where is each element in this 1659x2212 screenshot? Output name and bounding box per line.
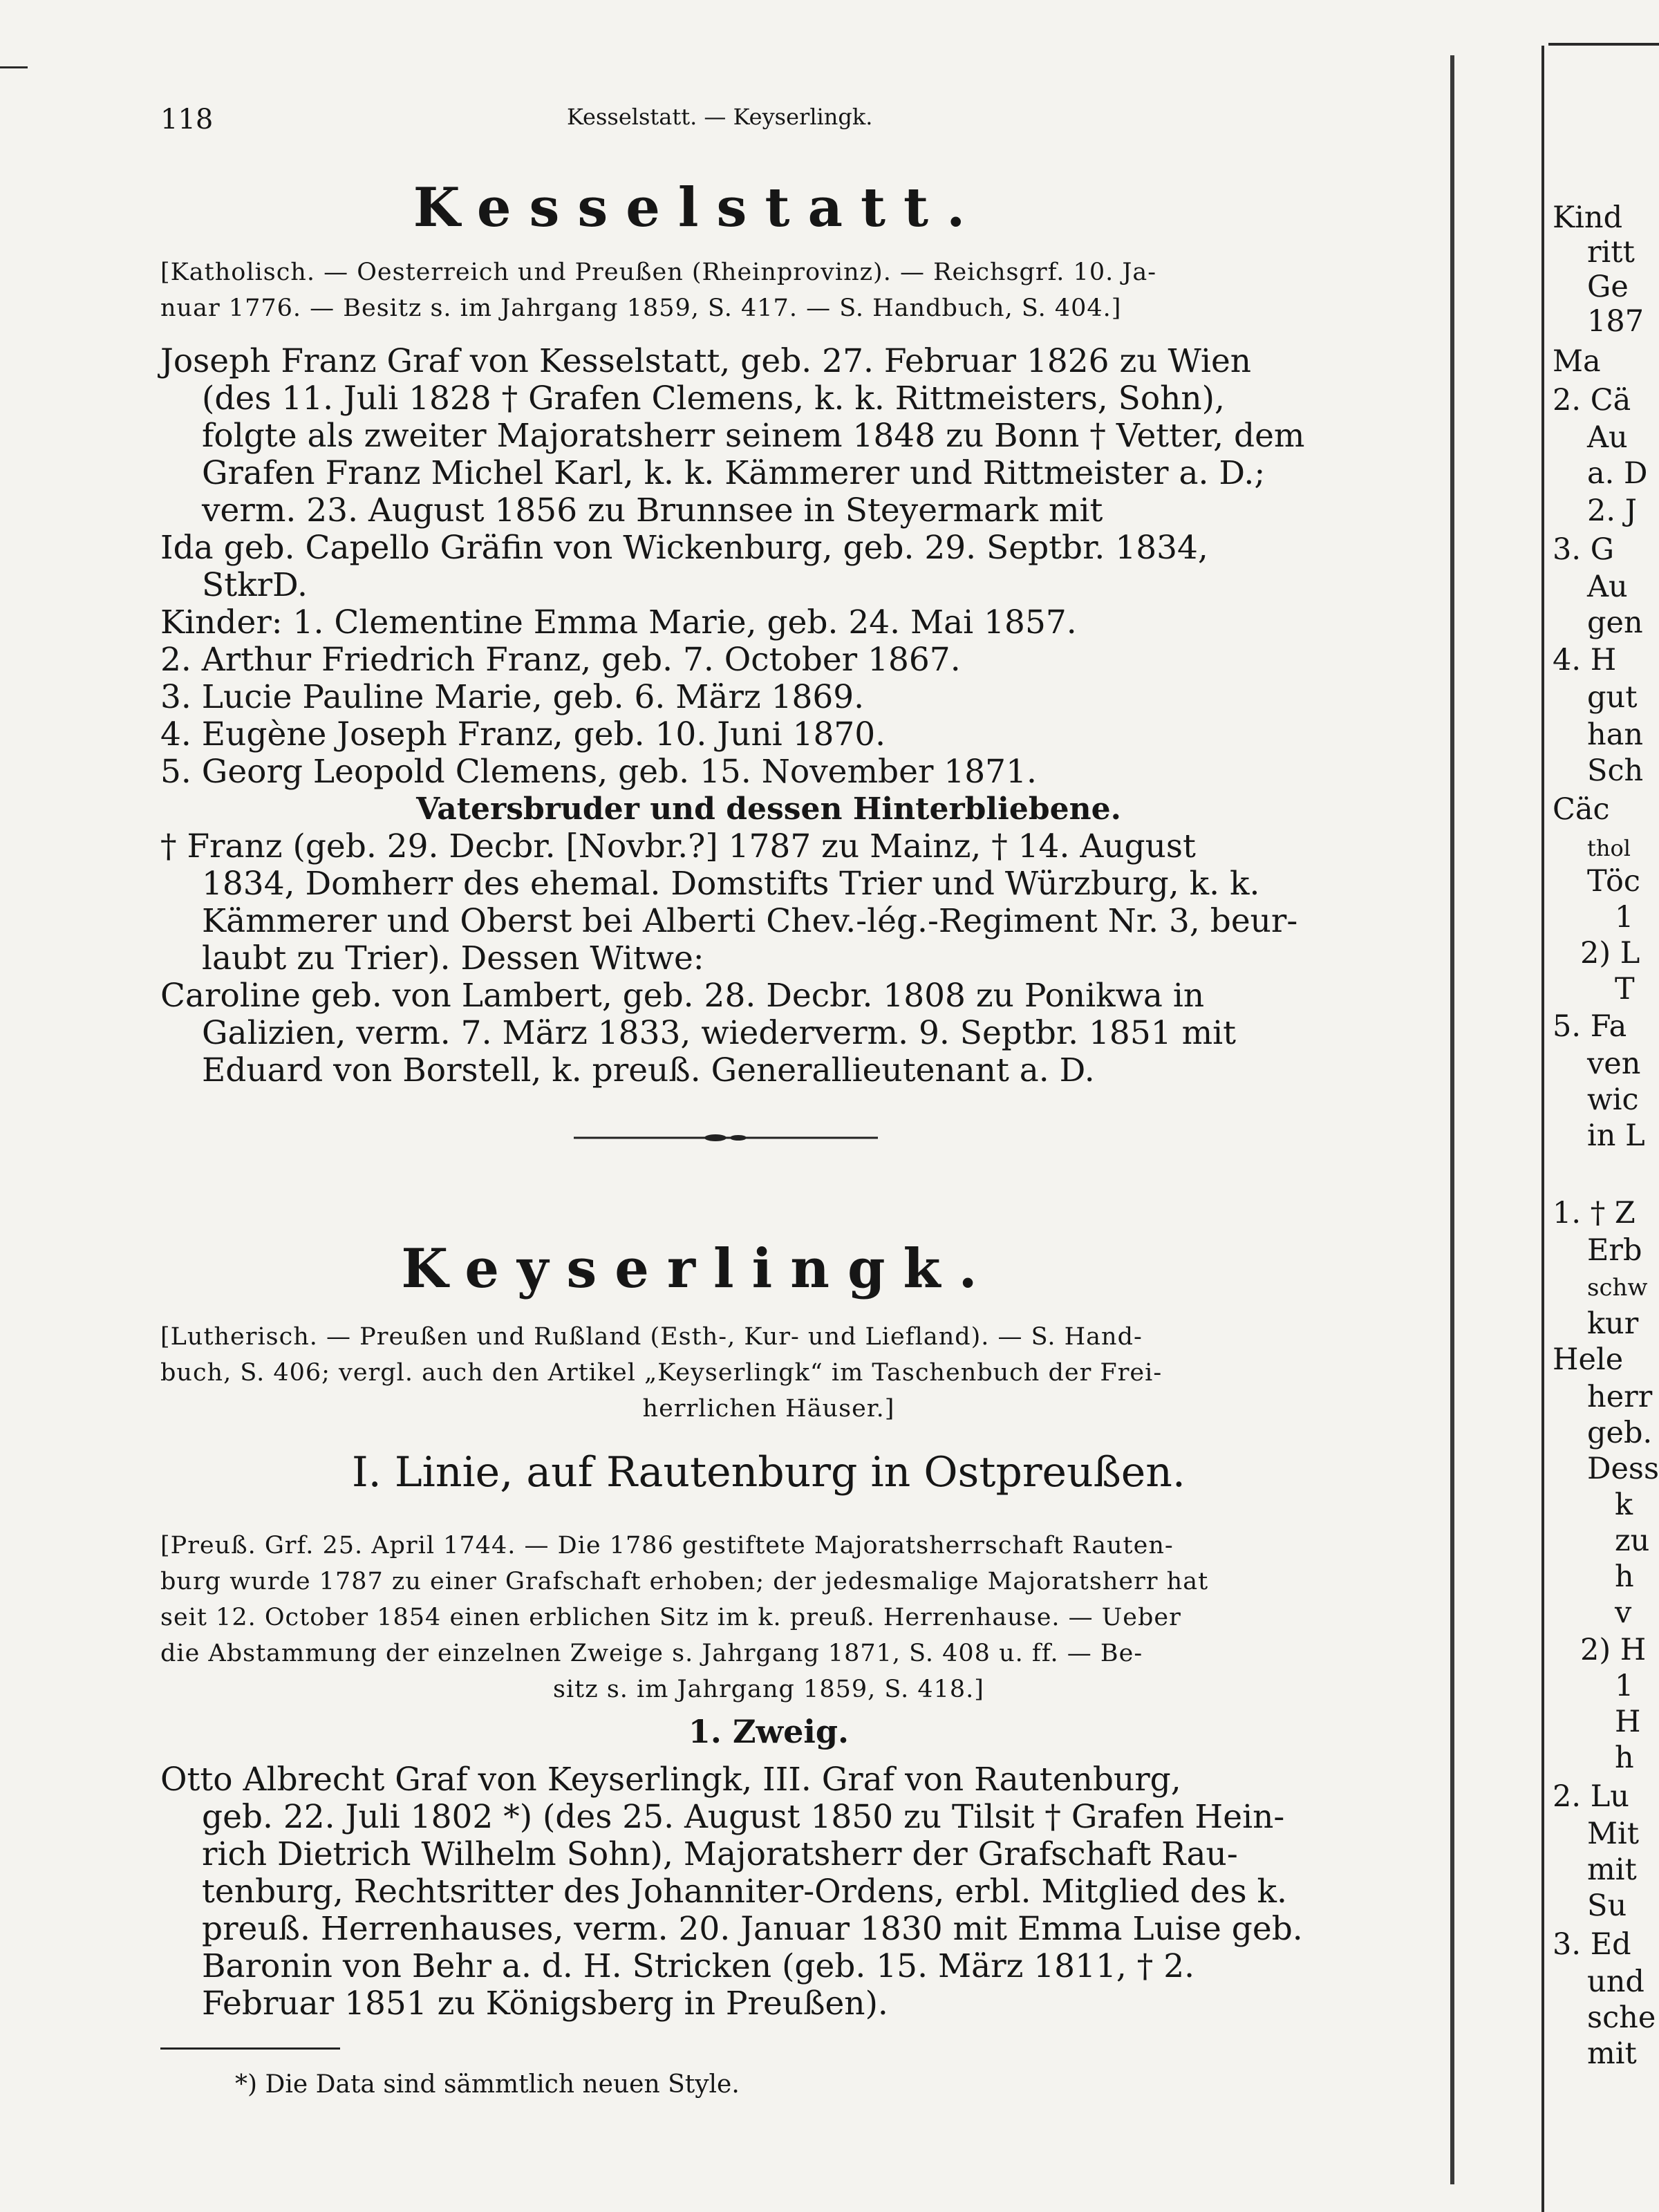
kesselstatt-subheading: Vatersbruder und dessen Hinterbliebene. xyxy=(416,791,1121,827)
keyserlingk-intro-line: buch, S. 406; vergl. auch den Artikel „Keyserlingk“ im Taschenbuch der Frei- xyxy=(160,1359,1163,1387)
fragment: Kind xyxy=(1553,200,1623,235)
fragment: wic xyxy=(1587,1082,1639,1117)
right-page-frame-line xyxy=(1541,46,1544,2212)
children-line: 3. Lucie Pauline Marie, geb. 6. März 1869. xyxy=(160,678,865,716)
keyserlingk-intro-line: [Lutherisch. — Preußen und Rußland (Esth-, Kur- und Liefland). — S. Hand- xyxy=(160,1323,1143,1351)
fragment: herr xyxy=(1587,1380,1653,1414)
fragment: 3. Ed xyxy=(1553,1927,1631,1962)
widow-line: Caroline geb. von Lambert, geb. 28. Decbr. 1808 zu Ponikwa in xyxy=(160,977,1205,1015)
entry-line: (des 11. Juli 1828 † Grafen Clemens, k. k. Rittmeisters, Sohn), xyxy=(202,379,1225,418)
fragment: 1 xyxy=(1615,900,1634,935)
fragment: 2. Lu xyxy=(1553,1779,1629,1814)
fragment: Dess xyxy=(1587,1452,1659,1486)
fragment: Erb xyxy=(1587,1233,1642,1268)
running-title: Kesselstatt. — Keyserlingk. xyxy=(567,104,873,130)
kesselstatt-title: Kesselstatt. xyxy=(413,176,984,239)
line-intro-line: burg wurde 1787 zu einer Grafschaft erhoben; der jedesmalige Majoratsherr hat xyxy=(160,1568,1209,1595)
widow-line: Eduard von Borstell, k. preuß. Generallieutenant a. D. xyxy=(202,1051,1095,1089)
entry-line: Baronin von Behr a. d. H. Stricken (geb. 15. März 1811, † 2. xyxy=(202,1947,1195,1985)
line-intro-line: [Preuß. Grf. 25. April 1744. — Die 1786 gestiftete Majoratsherrschaft Rauten- xyxy=(160,1532,1174,1559)
fragment: 2) H xyxy=(1580,1633,1647,1667)
uncle-line: laubt zu Trier). Dessen Witwe: xyxy=(202,939,704,977)
fragment: zu xyxy=(1615,1524,1650,1558)
children-line: 2. Arthur Friedrich Franz, geb. 7. October 1867. xyxy=(160,641,961,679)
right-page-fragment-column xyxy=(1553,200,1659,2177)
page-number: 118 xyxy=(160,104,214,135)
line-intro xyxy=(160,1528,1377,1707)
fragment: Mit xyxy=(1587,1817,1640,1851)
fragment: gut xyxy=(1587,680,1638,715)
widow-line: Galizien, verm. 7. März 1833, wiederverm. 9. Septbr. 1851 mit xyxy=(202,1014,1237,1052)
branch-heading: 1. Zweig. xyxy=(688,1713,850,1750)
line-intro-line: seit 12. October 1854 einen erblichen Sitz im k. preuß. Herrenhause. — Ueber xyxy=(160,1604,1181,1631)
line-heading: I. Linie, auf Rautenburg in Ostpreußen. xyxy=(351,1448,1186,1497)
entry-line: Februar 1851 zu Königsberg in Preußen). xyxy=(202,1985,888,2023)
entry-line: Ida geb. Capello Gräfin von Wickenburg, geb. 29. Septbr. 1834, xyxy=(160,529,1208,567)
fragment: mit xyxy=(1587,2036,1637,2071)
fragment: Ma xyxy=(1553,344,1601,379)
fragment: Au xyxy=(1587,570,1628,604)
fragment: 1. † Z xyxy=(1553,1196,1635,1230)
fragment: Cäc xyxy=(1553,792,1610,827)
fragment: H xyxy=(1615,1705,1641,1739)
fragment: Töc xyxy=(1587,864,1640,899)
entry-line: StkrD. xyxy=(202,566,308,604)
fragment: ven xyxy=(1587,1047,1641,1081)
uncle-line: Kämmerer und Oberst bei Alberti Chev.-lég.-Regiment Nr. 3, beur- xyxy=(202,902,1298,940)
fragment: sche xyxy=(1587,2000,1656,2035)
keyserlingk-intro xyxy=(160,1319,1377,1427)
footnote-rule xyxy=(160,2047,340,2050)
fragment: Ge xyxy=(1587,270,1629,304)
uncle-line: † Franz (geb. 29. Decbr. [Novbr.?] 1787 zu Mainz, † 14. August xyxy=(160,827,1196,865)
entry-line: folgte als zweiter Majoratsherr seinem 1848 zu Bonn † Vetter, dem xyxy=(202,417,1305,455)
fragment: mit xyxy=(1587,1853,1637,1887)
entry-line: Otto Albrecht Graf von Keyserlingk, III. Graf von Rautenburg, xyxy=(160,1761,1181,1799)
fragment: Su xyxy=(1587,1888,1627,1923)
fragment: v xyxy=(1615,1595,1632,1630)
fragment: in L xyxy=(1587,1118,1645,1153)
fragment: 5. Fa xyxy=(1553,1009,1627,1044)
keyserlingk-title: Keyserlingk. xyxy=(401,1237,995,1300)
children-line: Kinder: 1. Clementine Emma Marie, geb. 24. Mai 1857. xyxy=(160,603,1077,641)
fragment: h xyxy=(1615,1741,1634,1775)
kesselstatt-intro-line: nuar 1776. — Besitz s. im Jahrgang 1859, S. 417. — S. Handbuch, S. 404.] xyxy=(160,294,1122,322)
fragment: 2) L xyxy=(1580,936,1640,971)
fragment: 2. J xyxy=(1587,494,1637,528)
fragment: a. D xyxy=(1587,456,1648,491)
fragment: 187 xyxy=(1587,304,1644,339)
kesselstatt-intro-line: [Katholisch. — Oesterreich und Preußen (Rheinprovinz). — Reichsgrf. 10. Ja- xyxy=(160,259,1157,286)
fragment: ritt xyxy=(1587,235,1635,270)
children-line: 5. Georg Leopold Clemens, geb. 15. November 1871. xyxy=(160,753,1037,791)
fragment: 4. H xyxy=(1553,643,1617,677)
entry-line: tenburg, Rechtsritter des Johanniter-Ordens, erbl. Mitglied des k. xyxy=(202,1873,1287,1911)
left-edge-mark xyxy=(0,66,28,68)
line-intro-line: die Abstammung der einzelnen Zweige s. Jahrgang 1871, S. 408 u. ff. — Be- xyxy=(160,1640,1143,1667)
fragment: 3. G xyxy=(1553,532,1615,567)
entry-line: Grafen Franz Michel Karl, k. k. Kämmerer und Rittmeister a. D.; xyxy=(202,454,1266,492)
fragment: k xyxy=(1615,1488,1633,1522)
entry-line: verm. 23. August 1856 zu Brunnsee in Steyermark mit xyxy=(202,491,1103,529)
line-intro-line: sitz s. im Jahrgang 1859, S. 418.] xyxy=(553,1676,984,1703)
fragment: kur xyxy=(1587,1306,1639,1341)
entry-line: Joseph Franz Graf von Kesselstatt, geb. 27. Februar 1826 zu Wien xyxy=(160,342,1252,380)
keyserlingk-intro-line: herrlichen Häuser.] xyxy=(642,1395,895,1423)
fragment: geb. xyxy=(1587,1416,1653,1450)
fragment: und xyxy=(1587,1965,1644,1999)
entry-line: preuß. Herrenhauses, verm. 20. Januar 1830 mit Emma Luise geb. xyxy=(202,1910,1303,1948)
uncle-line: 1834, Domherr des ehemal. Domstifts Trier und Würzburg, k. k. xyxy=(202,865,1260,903)
fragment: han xyxy=(1587,718,1644,752)
fragment: thol xyxy=(1587,835,1631,861)
fragment: Hele xyxy=(1553,1342,1624,1377)
footnote: *) Die Data sind sämmtlich neuen Style. xyxy=(235,2070,740,2099)
ornamental-divider xyxy=(574,1134,878,1142)
binding-edge xyxy=(1450,55,1454,2184)
fragment: T xyxy=(1615,972,1635,1006)
right-page-top-rule xyxy=(1548,43,1659,46)
fragment: Sch xyxy=(1587,753,1644,788)
kesselstatt-intro xyxy=(160,254,1377,326)
entry-line: rich Dietrich Wilhelm Sohn), Majoratsherr der Grafschaft Rau- xyxy=(202,1835,1238,1873)
fragment: Au xyxy=(1587,420,1628,455)
fragment: h xyxy=(1615,1559,1634,1594)
entry-line: geb. 22. Juli 1802 *) (des 25. August 1850 zu Tilsit † Grafen Hein- xyxy=(202,1798,1285,1836)
fragment: 1 xyxy=(1615,1669,1634,1703)
fragment: 2. Cä xyxy=(1553,383,1631,418)
fragment: gen xyxy=(1587,606,1643,640)
fragment: schw xyxy=(1587,1274,1648,1302)
children-line: 4. Eugène Joseph Franz, geb. 10. Juni 1870. xyxy=(160,715,886,753)
otto-entry xyxy=(160,1761,1377,2023)
kesselstatt-head-entry xyxy=(160,343,1377,1089)
